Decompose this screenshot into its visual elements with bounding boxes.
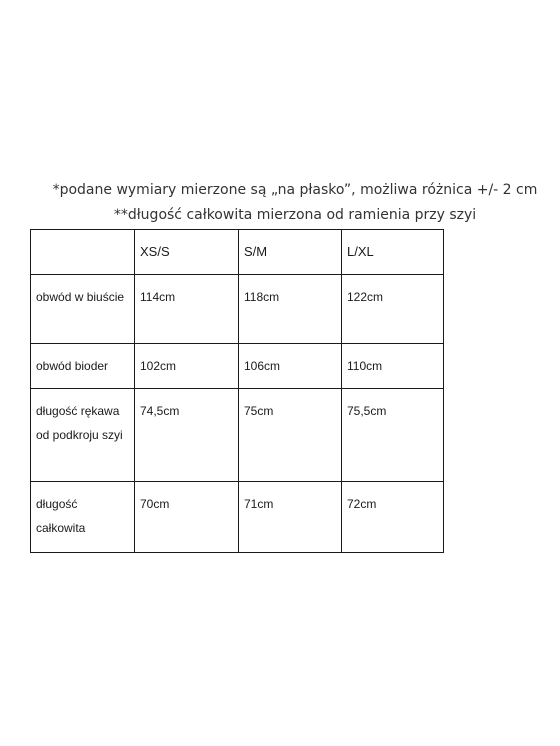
table-cell: 72cm [342,482,444,553]
table-cell: 114cm [135,275,239,344]
table-cell: 102cm [135,344,239,389]
table-row [31,275,444,344]
table-cell: 75,5cm [342,389,444,482]
table-cell: 74,5cm [135,389,239,482]
header-cell-empty [31,230,135,275]
header-cell-s-m: S/M [239,230,342,275]
row-label: długość rękawa od podkroju szyi [31,389,135,482]
header-cell-xs-s: XS/S [135,230,239,275]
table-row [31,344,444,389]
measurement-note: *podane wymiary mierzone są „na płasko”, możliwa różnica +/- 2 cm [52,182,538,198]
table-cell: 122cm [342,275,444,344]
row-label: obwód w biuście [31,275,135,344]
table-header-row [31,230,444,275]
table-cell: 110cm [342,344,444,389]
table-cell: 118cm [239,275,342,344]
table-cell: 106cm [239,344,342,389]
table-cell: 75cm [239,389,342,482]
table-row [31,389,444,482]
length-note: **długość całkowita mierzona od ramienia przy szyi [113,207,477,223]
row-label: obwód bioder [31,344,135,389]
table-row [31,482,444,553]
header-cell-l-xl: L/XL [342,230,444,275]
row-label: długość całkowita [31,482,135,553]
size-chart-table [30,229,444,553]
table-cell: 70cm [135,482,239,553]
table-cell: 71cm [239,482,342,553]
